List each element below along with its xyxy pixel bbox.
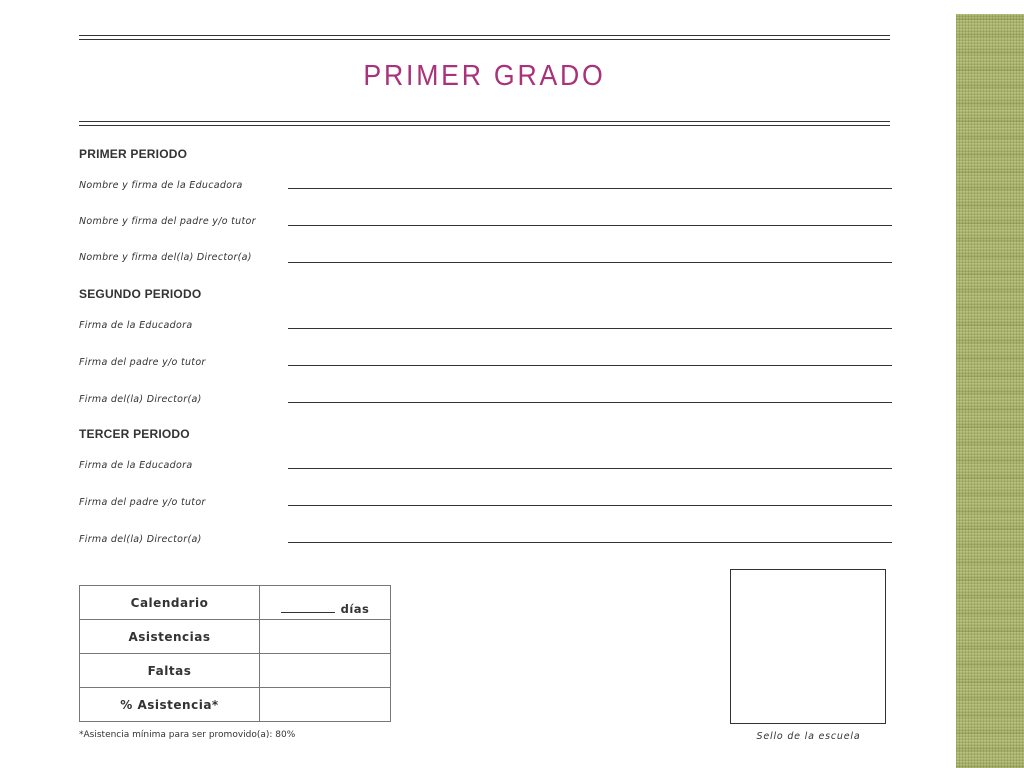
table-label-faltas: Faltas (80, 654, 260, 688)
section-heading-primer-periodo: PRIMER PERIODO (79, 147, 188, 161)
signature-line[interactable] (288, 328, 892, 329)
signature-line[interactable] (288, 468, 892, 469)
table-value-porcentaje-asistencia[interactable] (260, 688, 391, 722)
field-label-director: Nombre y firma del(la) Director(a) (79, 252, 252, 263)
table-label-asistencias: Asistencias (80, 620, 260, 654)
signature-line[interactable] (288, 262, 892, 263)
table-value-faltas[interactable] (260, 654, 391, 688)
field-label-padre-tutor: Nombre y firma del padre y/o tutor (79, 216, 256, 227)
school-stamp-label: Sello de la escuela (756, 731, 861, 742)
decorative-fabric-panel (956, 14, 1024, 768)
table-label-calendario: Calendario (80, 586, 260, 620)
table-row (80, 688, 391, 722)
field-label-padre-tutor: Firma del padre y/o tutor (79, 497, 206, 508)
dias-blank-line[interactable] (281, 612, 335, 613)
signature-line[interactable] (288, 188, 892, 189)
section-heading-segundo-periodo: SEGUNDO PERIODO (79, 287, 202, 301)
school-stamp-box[interactable] (730, 569, 886, 724)
field-label-padre-tutor: Firma del padre y/o tutor (79, 357, 206, 368)
dias-unit-label: días (340, 602, 370, 616)
field-label-educadora: Firma de la Educadora (79, 320, 193, 331)
signature-line[interactable] (288, 225, 892, 226)
table-value-asistencias[interactable] (260, 620, 391, 654)
field-label-educadora: Nombre y firma de la Educadora (79, 180, 243, 191)
page-title: PRIMER GRADO (363, 60, 606, 92)
title-double-rule-1 (79, 121, 890, 122)
title-double-rule-2 (79, 125, 890, 126)
field-label-director: Firma del(la) Director(a) (79, 394, 202, 405)
top-double-rule-1 (79, 35, 890, 36)
field-label-educadora: Firma de la Educadora (79, 460, 193, 471)
table-row (80, 586, 391, 620)
top-double-rule-2 (79, 39, 890, 40)
section-heading-tercer-periodo: TERCER PERIODO (79, 427, 190, 441)
attendance-footnote: *Asistencia mínima para ser promovido(a): 80% (79, 730, 296, 740)
table-row (80, 654, 391, 688)
table-value-calendario[interactable] (260, 586, 391, 620)
signature-line[interactable] (288, 542, 892, 543)
signature-line[interactable] (288, 365, 892, 366)
signature-line[interactable] (288, 402, 892, 403)
attendance-table (79, 585, 391, 722)
field-label-director: Firma del(la) Director(a) (79, 534, 202, 545)
signature-line[interactable] (288, 505, 892, 506)
table-label-porcentaje-asistencia: % Asistencia* (80, 688, 260, 722)
table-row (80, 620, 391, 654)
